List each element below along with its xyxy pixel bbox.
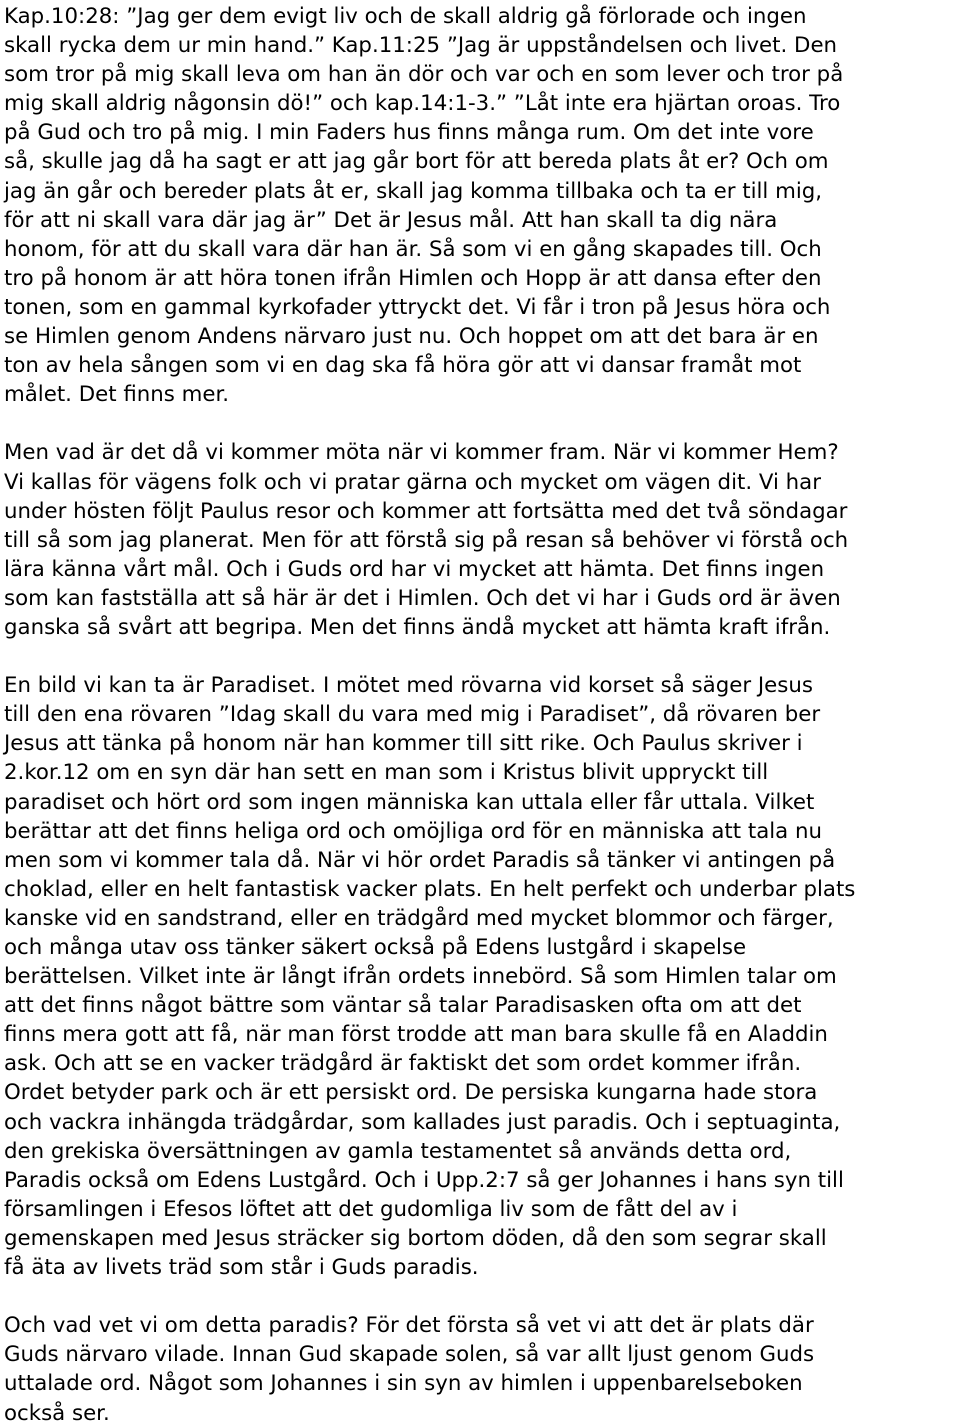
text-line: 2.kor.12 om en syn där han sett en man som i Kristus blivit uppryckt till: [4, 760, 769, 786]
text-line: En bild vi kan ta är Paradiset. I mötet med rövarna vid korset så säger Jesus: [4, 673, 813, 699]
text-line: finns mera gott att få, när man först trodde att man bara skulle få en Aladdin: [4, 1022, 828, 1048]
text-line: Kap.10:28: ”Jag ger dem evigt liv och de skall aldrig gå förlorade och ingen: [4, 4, 807, 29]
text-line: Paradis också om Edens Lustgård. Och i Upp.2:7 så ger Johannes i hans syn till: [4, 1167, 844, 1193]
text-line: mig skall aldrig någonsin dö!” och kap.14:1-3.” ”Låt inte era hjärtan oroas. Tro: [4, 91, 841, 117]
text-line: under hösten följt Paulus resor och kommer att fortsätta med det två söndagar: [4, 498, 848, 524]
paragraph: [4, 438, 956, 642]
text-line: som kan fastställa att så här är det i Himlen. Och det vi har i Guds ord är även: [4, 585, 841, 611]
text-line: ask. Och att se en vacker trädgård är faktiskt det som ordet kommer ifrån.: [4, 1051, 802, 1077]
text-line: se Himlen genom Andens närvaro just nu. Och hoppet om att det bara är en: [4, 324, 819, 350]
text-line: ton av hela sången som vi en dag ska få höra gör att vi dansar framåt mot: [4, 353, 802, 379]
text-line: berättelsen. Vilket inte är långt ifrån ordets innebörd. Så som Himlen talar om: [4, 964, 837, 990]
text-line: tro på honom är att höra tonen ifrån Himlen och Hopp är att dansa efter den: [4, 265, 822, 291]
text-line: skall rycka dem ur min hand.” Kap.11:25 ”Jag är uppståndelsen och livet. Den: [4, 33, 838, 59]
text-line: honom, för att du skall vara där han är. Så som vi en gång skapades till. Och: [4, 236, 822, 262]
paragraph-spacer: [4, 409, 956, 438]
text-line: att det finns något bättre som väntar så talar Paradisasken ofta om att det: [4, 993, 802, 1019]
text-line: få äta av livets träd som står i Guds paradis.: [4, 1255, 479, 1281]
paragraph-spacer: [4, 1282, 956, 1311]
text-line: målet. Det finns mer.: [4, 382, 230, 408]
document-body: [4, 2, 956, 1428]
text-line: tonen, som en gammal kyrkofader yttryckt det. Vi får i tron på Jesus höra och: [4, 294, 831, 320]
text-line: Vi kallas för vägens folk och vi pratar gärna och mycket om vägen dit. Vi har: [4, 469, 821, 495]
text-line: församlingen i Efesos löftet att det gudomliga liv som de fått del av i: [4, 1196, 738, 1222]
text-line: Ordet betyder park och är ett persiskt ord. De persiska kungarna hade stora: [4, 1080, 818, 1106]
text-line: uttalade ord. Något som Johannes i sin syn av himlen i uppenbarelseboken: [4, 1371, 803, 1397]
text-line: Guds närvaro vilade. Innan Gud skapade solen, så var allt ljust genom Guds: [4, 1342, 815, 1368]
text-line: och vackra inhängda trädgårdar, som kallades just paradis. Och i septuaginta,: [4, 1109, 841, 1135]
text-line: Men vad är det då vi kommer möta när vi kommer fram. När vi kommer Hem?: [4, 440, 839, 466]
text-line: gemenskapen med Jesus sträcker sig bortom döden, då den som segrar skall: [4, 1225, 827, 1251]
text-line: och många utav oss tänker säkert också på Edens lustgård i skapelse: [4, 935, 747, 960]
text-line: den grekiska översättningen av gamla testamentet så används detta ord,: [4, 1138, 792, 1164]
text-line: på Gud och tro på mig. I min Faders hus finns många rum. Om det inte vore: [4, 120, 814, 146]
text-line: lära känna vårt mål. Och i Guds ord har vi mycket att hämta. Det finns ingen: [4, 556, 825, 582]
text-line: Jesus att tänka på honom när han kommer till sitt rike. Och Paulus skriver i: [4, 731, 803, 757]
text-line: paradiset och hört ord som ingen människa kan uttala eller får uttala. Vilket: [4, 789, 815, 815]
text-line: ganska så svårt att begripa. Men det finns ändå mycket att hämta kraft ifrån.: [4, 614, 831, 640]
text-line: berättar att det finns heliga ord och omöjliga ord för en människa att tala nu: [4, 818, 822, 844]
text-line: så, skulle jag då ha sagt er att jag går bort för att bereda plats åt er? Och om: [4, 149, 829, 175]
text-line: också ser.: [4, 1400, 110, 1426]
text-line: som tror på mig skall leva om han än dör och var och en som lever och tror på: [4, 62, 844, 88]
text-line: kanske vid en sandstrand, eller en trädgård med mycket blommor och färger,: [4, 905, 834, 931]
paragraph: [4, 671, 956, 1282]
text-line: Och vad vet vi om detta paradis? För det första så vet vi att det är plats där: [4, 1313, 814, 1339]
paragraph: [4, 1311, 956, 1427]
text-line: choklad, eller en helt fantastisk vacker plats. En helt perfekt och underbar plats: [4, 876, 856, 902]
text-line: för att ni skall vara där jag är” Det är Jesus mål. Att han skall ta dig nära: [4, 207, 778, 233]
text-line: men som vi kommer tala då. När vi hör ordet Paradis så tänker vi antingen på: [4, 847, 836, 873]
text-line: till så som jag planerat. Men för att förstå sig på resan så behöver vi förstå och: [4, 527, 849, 553]
text-line: till den ena rövaren ”Idag skall du vara med mig i Paradiset”, då rövaren ber: [4, 702, 821, 728]
paragraph: [4, 2, 956, 409]
text-line: jag än går och bereder plats åt er, skall jag komma tillbaka och ta er till mig,: [4, 178, 823, 204]
paragraph-spacer: [4, 642, 956, 671]
